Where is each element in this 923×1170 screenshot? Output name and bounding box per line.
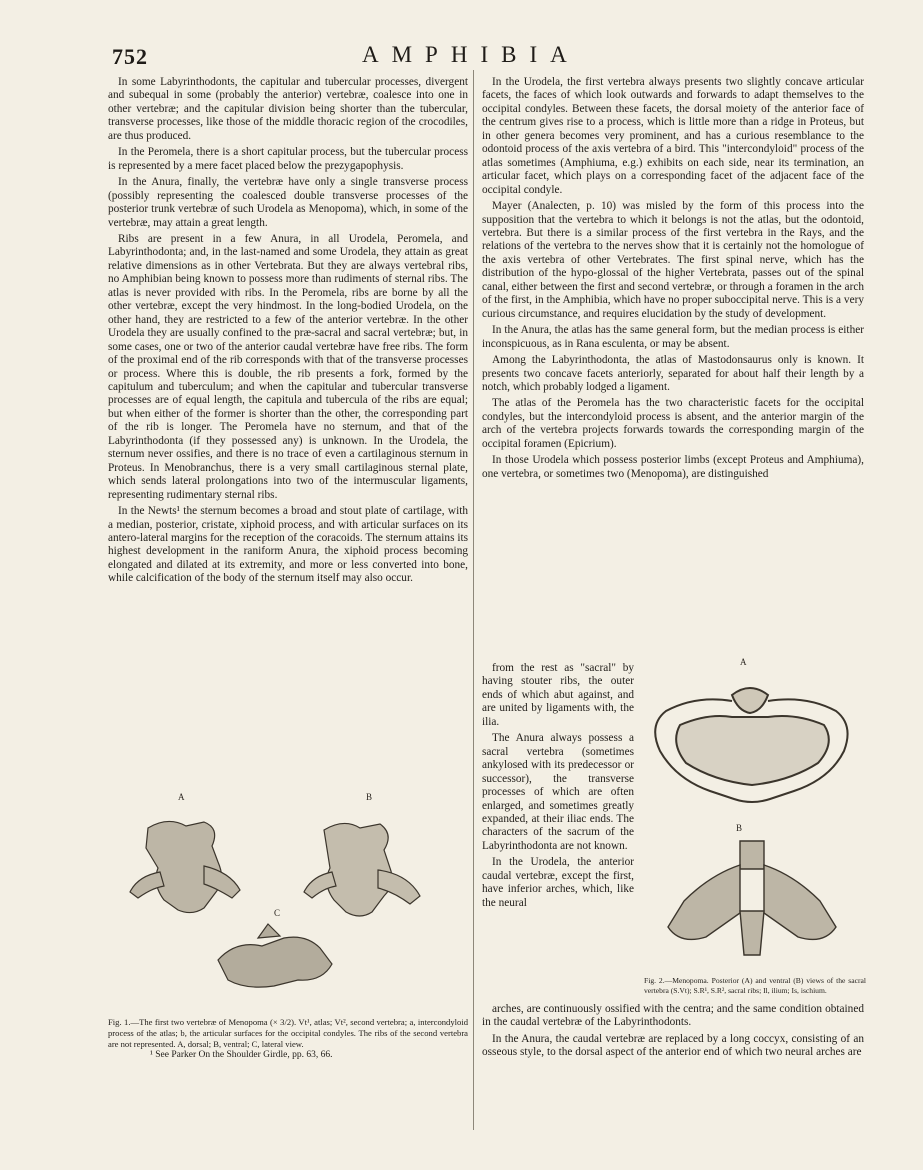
- paragraph: In those Urodela which possess posterior limbs (except Proteus and Amphiuma), one vertebra, or sometimes two (Menopoma), are distinguished: [482, 454, 864, 480]
- paragraph: In the Anura, finally, the vertebræ have only a single transverse process (possibly representing the coalesced double transverse processes of the posterior trunk vertebræ of such Urodela as Menopoma), which, in some of the vertebræ, may attain a great length.: [108, 176, 468, 229]
- figure-label-b: B: [366, 792, 373, 802]
- figure-2-caption: Fig. 2.—Menopoma. Posterior (A) and ventral (B) views of the sacral vertebra (S.Vt); S.R¹, S.R², sacral ribs; Il, ilium; Is, ischium.: [644, 976, 866, 995]
- paragraph: In the Anura, the caudal vertebræ are replaced by a long coccyx, consisting of an osseous style, to the dorsal aspect of the anterior end of which two neural arches are: [482, 1032, 864, 1059]
- paragraph: Ribs are present in a few Anura, in all Urodela, Peromela, and Labyrinthodonta; and, in the last-named and some Urodela, they attain as great relative dimensions as in other Vertebrata. But they are always vertebral ribs, no Amphibian being known to possess more than rudiments of sternal ribs. The atlas is never provided with ribs. In the Peromela, ribs are borne by all the other vertebræ, except the very hindmost. In the long-bodied Urodela, on the other hand, they are restricted to a few of the anterior vertebræ. In the other Urodela they are usually confined to the præ-sacral and sacral vertebræ; but, in some cases, one or two of the anterior caudal vertebræ have free ribs. The form of the proximal end of the rib corresponds with that of the transverse processes or process. Where this is double, the rib presents a fork, formed by the capitulum and tuberculum; and when the capitular and tubercular transverse processes are of equal length, the capitula and tubercula of the ribs are equal; but when either of the former is shorter than the other, the corresponding part of the rib is longer. The Peromela have no sternum, and that of the Labyrinthodonta (if they possessed any) is unknown. In the Urodela, the sternum never ossifies, and there is no trace of even a cartilaginous sternum in Proteus. In Menobranchus, there is a very small cartilaginous sternal plate, which sends lateral prolongations into two of the intermuscular ligaments, representing rudimentary sternal ribs.: [108, 232, 468, 501]
- figure-2-drawing: [640, 655, 864, 975]
- right-narrow-text: [482, 662, 634, 913]
- paragraph: In the Urodela, the anterior caudal vertebræ, except the first, have inferior arches, which, like the neural: [482, 856, 634, 909]
- paragraph: arches, are continuously ossified with the centra; and the same condition obtained in the caudal vertebræ of the Labyrinthodonts.: [482, 1003, 864, 1029]
- paragraph: Among the Labyrinthodonta, the atlas of Mastodonsaurus only is known. It presents two concave facets anteriorly, separated for about half their length by a notch, which probably lodged a ligament.: [482, 354, 864, 393]
- right-bottom-text: [482, 1003, 864, 1063]
- paragraph: The Anura always possess a sacral vertebra (sometimes ankylosed with its predecessor or successor), the transverse processes of which are often enlarged, and sometimes greatly expanded, at their iliac ends. The characters of the sacrum of the Labyrinthodonta are not known.: [482, 732, 634, 852]
- running-head: AMPHIBIA: [362, 42, 580, 67]
- figure-1-vertebrae: [108, 788, 468, 1014]
- figure-label-b: B: [736, 823, 743, 833]
- right-column: [482, 76, 864, 484]
- paragraph: In the Anura, the atlas has the same general form, but the median process is either inconspicuous, as in Rana esculenta, or may be absent.: [482, 324, 864, 350]
- page-number: 752: [112, 44, 148, 69]
- footnote: ¹ See Parker On the Shoulder Girdle, pp. 63, 66.: [150, 1050, 333, 1060]
- column-divider: [473, 70, 474, 1130]
- paragraph: In some Labyrinthodonts, the capitular and tubercular processes, divergent and subequal in some (probably the anterior) vertebræ, coalesce into one in other vertebræ; and the capitular division being shorter than the tubercular, transverse processes, like those of the middle thoracic region of the crocodiles, are thus produced.: [108, 76, 468, 142]
- left-column: [108, 76, 468, 589]
- figure-1-drawing: [108, 788, 468, 1014]
- paragraph: In the Peromela, there is a short capitular process, but the tubercular process is represented by a mere facet placed below the prezygapophysis.: [108, 146, 468, 172]
- paragraph: from the rest as "sacral" by having stouter ribs, the outer ends of which abut against, and are united by ligaments with, the ilia.: [482, 662, 634, 728]
- paragraph: In the Newts¹ the sternum becomes a broad and stout plate of cartilage, with a median, posterior, cristate, xiphoid process, and with articular surfaces on its antero-lateral margins for the reception of the coracoids. The sternum attains its highest development in the raniform Anura, the xiphoid process becoming elongated and dilated at its extremity, and more or less converted into bone, while calcification of the body of the sternum itself may also occur.: [108, 505, 468, 585]
- figure-label-a: A: [178, 792, 185, 802]
- paragraph: Mayer (Analecten, p. 10) was misled by the form of this process into the supposition that the vertebra to which it belongs is not the atlas, but the odontoid, vertebra. But there is a similar process of the first vertebra in the Rays, and the relations of the vertebra to the nerves show that it is certainly not the homologue of the axis vertebra of other Vertebrates. The first spinal nerve, which has the distribution of the hypo-glossal of the higher Vertebrata, passes out of the spinal canal, either between the first and second vertebræ, or through a foramen in the arch of the first, in the Amphibia, which have no proper suboccipital nerve. This is a very curious circumstance, and requires elucidation by the study of development.: [482, 200, 864, 320]
- figure-label-a: A: [740, 657, 747, 667]
- paragraph: In the Urodela, the first vertebra always presents two slightly concave articular facets, the faces of which look outwards and forwards to adapt themselves to the occipital condyles. Between these facets, the dorsal moiety of the anterior face of the centrum gives rise to a process, which is little more than a ridge in Proteus, but in other genera becomes very prominent, and has a curious resemblance to the odontoid process of the axis vertebra of a bird. This "intercondyloid" process of the atlas sometimes (Amphiuma, e.g.) exhibits on each side, near its termination, an articular facet, which plays on a corresponding facet of the adjacent face of the occipital condyle.: [482, 76, 864, 196]
- figure-label-c: C: [274, 908, 281, 918]
- figure-2-sacral-vertebra: [640, 655, 864, 975]
- paragraph: The atlas of the Peromela has the two characteristic facets for the occipital condyles, but the intercondyloid process is absent, and the anterior margin of the arch of the vertebra projects forwards towards the corresponding margin of the occipital foramen (Epicrium).: [482, 397, 864, 450]
- figure-1-caption: Fig. 1.—The first two vertebræ of Menopoma (× 3/2). Vt¹, atlas; Vt², second vertebra; a, intercondyloid process of the atlas; b, the articular surfaces for the occipital condyles. The ribs of the second vertebra are not represented. A, dorsal; B, ventral; C, lateral view.: [108, 1017, 468, 1049]
